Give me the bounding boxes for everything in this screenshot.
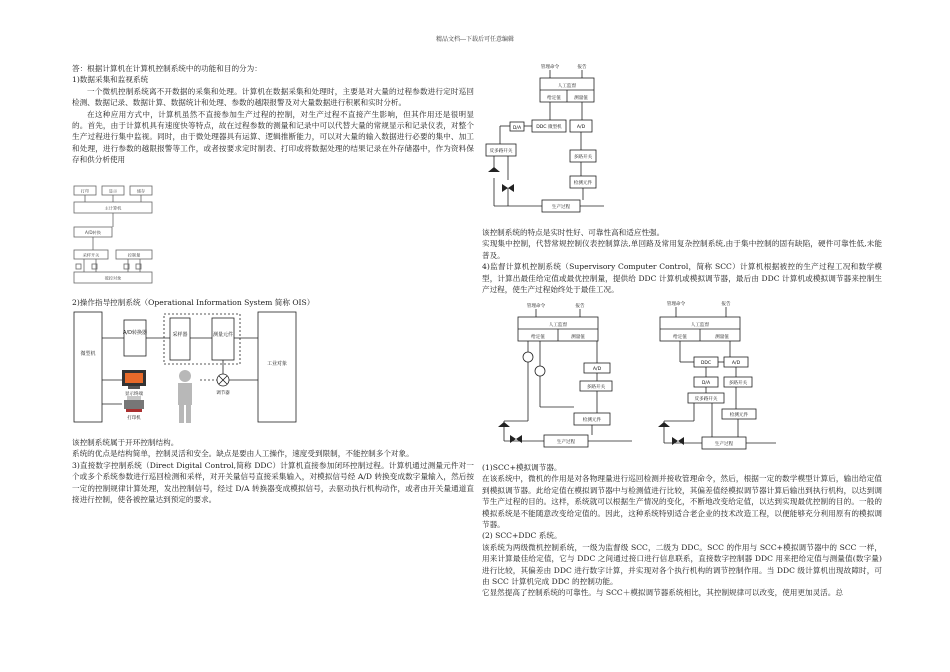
- fig2-micro-label: [80, 350, 95, 357]
- data-acquisition-diagram: [72, 184, 154, 292]
- fig2-obj-label: 工业对象: [266, 361, 288, 367]
- fig3-out-switch-label: 反多路开关: [489, 149, 513, 154]
- fig4b-da-label: D/A: [701, 381, 711, 386]
- ddc-diagram: [484, 60, 608, 218]
- fig4a-meas-label: 测量值: [571, 335, 585, 340]
- ddc-features: 该控制系统的特点是实时性好、可靠性高和适应性强。: [482, 228, 665, 237]
- section-3-paragraph: 3)直接数字控制系统（Direct Digital Control,简称 DDC）计算机直接参加闭环控制过程。计算机通过测量元件对一个或多个系统参数进行巡回检测和采样，对开关量信号直接采集输入，对模拟信号经 A/D 转换变成数字量输入，然后按一定的控制规律计算处理，发出控制信号，经过 D/A 转换器变成模拟信号，去驱动执行机构动作，或者由开关量通道直接进行控制，使各被控量达到预定的要求。: [72, 460, 474, 505]
- fig3-cmd-label: 管理命令: [540, 65, 560, 70]
- scc-analog-title: (1)SCC+模拟调节器。: [482, 463, 562, 472]
- answer-intro: 答：根据计算机在计算机控制系统中的功能和目的分为：: [72, 64, 262, 73]
- scc-analog-diagram: [486, 303, 636, 455]
- fig1-control-label: 控制量: [127, 252, 141, 258]
- section-1-title: 1)数据采集和监视系统: [72, 75, 149, 85]
- fig4b-ddc-label: DDC: [700, 361, 712, 366]
- scc-section-paragraph: 4)监督计算机控制系统（Supervisory Computer Control，简称 SCC）计算机根据被控的生产过程工况和数学模型，计算出最佳给定值或最优控制量，提供给 DDC 计算机或模拟调节器，最后由 DDC 计算机或模拟调节器来控制生产过程，使生产过程始终处于最佳工况。: [482, 262, 882, 295]
- fig2-sampler-label: 采样器: [172, 332, 188, 338]
- fig2-display-label: 显示终端: [125, 392, 143, 397]
- fig3-detect-label: 检测元件: [573, 181, 593, 186]
- fig1-cpu-label: 主计算机: [104, 205, 122, 211]
- fig4b-switch-label: 多路开关: [728, 381, 748, 386]
- fig3-ddc-label: DDC 微型机: [536, 125, 562, 130]
- fig1-storage-label: 储存: [136, 188, 146, 194]
- section-2-title: 2)操作指导控制系统（Operational Information System 简称 OIS）: [72, 298, 315, 307]
- fig3-report-label: 报告: [577, 65, 587, 70]
- ois-diagram: [72, 310, 300, 432]
- section-1-paragraph-1: 一个微机控制系统离不开数据的采集和处理。计算机在数据采集和处理时，主要是对大量的过程参数进行定时巡回检测、数据记录、数据计算、数据统计和处理、参数的越限报警及对大量数据进行积累和实时分析。: [72, 86, 474, 108]
- fig4a-report-label: 报告: [575, 304, 585, 309]
- fig1-display-label: 显示: [108, 188, 118, 194]
- fig2-printer-label: 打印机: [127, 416, 141, 421]
- fig2-micro-text: 微型机: [80, 351, 96, 357]
- scc-analog-paragraph: 在该系统中，微机的作用是对各物理量进行巡回检测并接收管理命令，然后，根据一定的数学模型计算后，输出给定值到模拟调节器。此给定值在模拟调节器中与检测值进行比较，其偏差值经模拟调节器计算后输出到执行机构，以达到调节生产过程的目的。这样，系统就可以根据生产情况的变化，不断地改变给定值，以达到实现最优控制的目的。一般的模拟系统是不能随意改变给定值的。因此，这种系统特别适合老企业的技术改造工程，以便能够充分利用原有的模拟调节器。: [482, 474, 882, 530]
- fig1-object-label: 被控对象: [104, 275, 122, 281]
- fig4b-console-label: 人工监督: [690, 323, 710, 328]
- left-lower-text: [72, 437, 474, 505]
- fig3-da-label: D/A: [512, 126, 522, 131]
- fig2-regulator-label: 调节器: [216, 391, 230, 396]
- fig4a-console-label: 人工监督: [548, 323, 568, 328]
- right-middle-text: [482, 227, 882, 295]
- fig4b-meas-label: 测量值: [715, 335, 729, 340]
- scc-ddc-paragraph-2: 它显然提高了控制系统的可靠性。与 SCC＋模拟调节器系统相比，其控制规律可以改变，使用更加灵活。总: [482, 588, 843, 598]
- fig4a-give-label: 给定值: [531, 335, 545, 340]
- fig4a-cmd-label: 管理命令: [526, 304, 546, 309]
- fig3-process-label: 生产过程: [551, 205, 571, 210]
- fig4b-report-label: 报告: [721, 302, 731, 307]
- fig3-meas-label: 测量值: [574, 96, 588, 101]
- right-lower-text: [482, 462, 882, 599]
- left-column: [72, 63, 474, 166]
- fig4b-process-label: 生产过程: [714, 442, 734, 447]
- fig2-meas-label: 测量元件: [212, 332, 234, 338]
- fig1-sampler-label: 采样开关: [82, 252, 100, 258]
- fig4a-process-label: 生产过程: [556, 440, 576, 445]
- fig4a-switch-label: 多路开关: [586, 385, 606, 390]
- section-2-pros-cons: 系统的优点是结构简单，控制灵活和安全。缺点是要由人工操作，速度受到限制，不能控制多个对象。: [72, 449, 414, 459]
- fig4b-ad-label: A/D: [731, 361, 741, 366]
- section-2-structure: 该控制系统属于开环控制结构。: [72, 438, 179, 447]
- fig4a-ad-label: A/D: [592, 367, 602, 372]
- fig4b-give-label: 给定值: [673, 335, 687, 340]
- fig4b-detect-label: 检测元件: [729, 413, 749, 418]
- fig3-give-label: 给定值: [547, 96, 561, 101]
- section-1-paragraph-2: 在这种应用方式中，计算机虽然不直接参加生产过程的控制，对生产过程不直接产生影响，但其作用还是很明显的。首先，由于计算机具有速度快等特点，故在过程参数的测量和记录中可以代替大量的常规显示和记录仪表，对整个生产过程进行集中监视。同时，由于微处理器具有运算、逻辑推断能力，可以对大量的输入数据进行必要的集中、加工和处理，进行参数的越限报警等工作，或者按要求定时制表、打印或将数据处理的结果记录在外存储器中，作为资料保存和供分析使用: [72, 109, 474, 165]
- fig2-ad-label: A/D转换器: [123, 330, 147, 336]
- fig3-ad-label: A/D: [576, 125, 586, 130]
- ddc-notes: 实现集中控制，代替常规控制仪表控制算法,单回路及常用复杂控制系统,由于集中控制的固有缺陷，硬件可靠性低,未能普及。: [482, 239, 882, 260]
- scc-ddc-title: (2) SCC+DDC 系统。: [482, 531, 562, 541]
- fig3-in-switch-label: 多路开关: [573, 155, 593, 160]
- fig3-console-label: 人工监督: [557, 84, 577, 89]
- fig4a-detect-label: 检测元件: [582, 418, 602, 423]
- fig4b-out-switch-label: 反多路开关: [694, 397, 718, 402]
- fig1-adc-label: A/D转换: [85, 230, 101, 235]
- scc-ddc-diagram: [650, 297, 780, 455]
- scc-ddc-paragraph-1: 该系统为两级微机控制系统，一级为监督级 SCC，二级为 DDC。SCC 的作用与 SCC+模拟调节器中的 SCC 一样，用来计算最佳给定值，它与 DDC 之间通过接口进行信息联系，直接数字控制器 DDC 用来把给定值与测量值(数字量)进行比较，其偏差由 DDC 进行数字计算，并实现对各个执行机构的调节控制作用。当 DDC 级计算机出现故障时，可由 SCC 计算机完成 DDC 的控制功能。: [482, 542, 882, 587]
- fig1-print-label: 打印: [80, 188, 90, 194]
- page-header: 精品文档---下载后可任意编辑: [435, 36, 515, 43]
- fig4b-cmd-label: 管理命令: [666, 302, 686, 307]
